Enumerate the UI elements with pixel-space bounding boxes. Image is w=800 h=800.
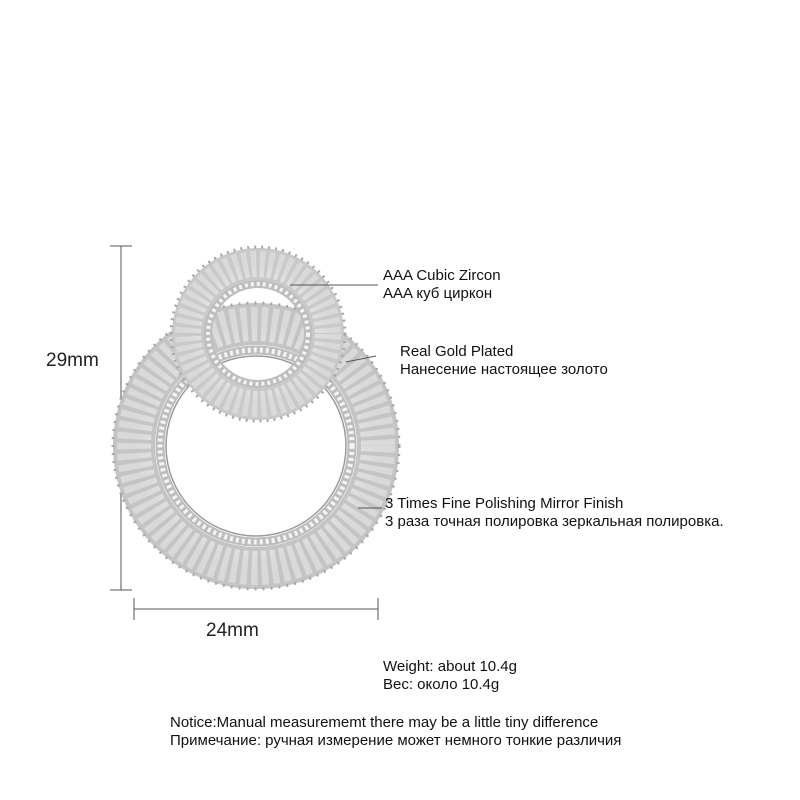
feature-callout-polishing (385, 495, 724, 531)
feature-ru: 3 раза точная полировка зеркальная полировка. (385, 513, 724, 530)
notice (170, 714, 621, 750)
feature-en: 3 Times Fine Polishing Mirror Finish (385, 495, 624, 512)
feature-ru: AAA куб циркон (383, 285, 493, 302)
feature-callout-zircon (383, 267, 501, 303)
feature-en: Real Gold Plated (400, 343, 514, 360)
weight-en: Weight: about 10.4g (383, 658, 517, 675)
notice-ru: Примечание: ручная измерение может немного тонкие различия (170, 732, 622, 749)
notice-en: Notice:Manual measurememt there may be a little tiny difference (170, 714, 599, 731)
width-dimension-line (134, 598, 378, 620)
weight-info (383, 658, 517, 694)
feature-callout-gold-plated (400, 343, 608, 379)
feature-en: AAA Cubic Zircon (383, 267, 501, 284)
feature-ru: Нанесение настоящее золото (400, 361, 608, 378)
width-label: 24mm (206, 620, 259, 641)
height-label: 29mm (46, 350, 99, 371)
weight-ru: Вес: около 10.4g (383, 676, 500, 693)
earring-large-ring (113, 303, 399, 589)
